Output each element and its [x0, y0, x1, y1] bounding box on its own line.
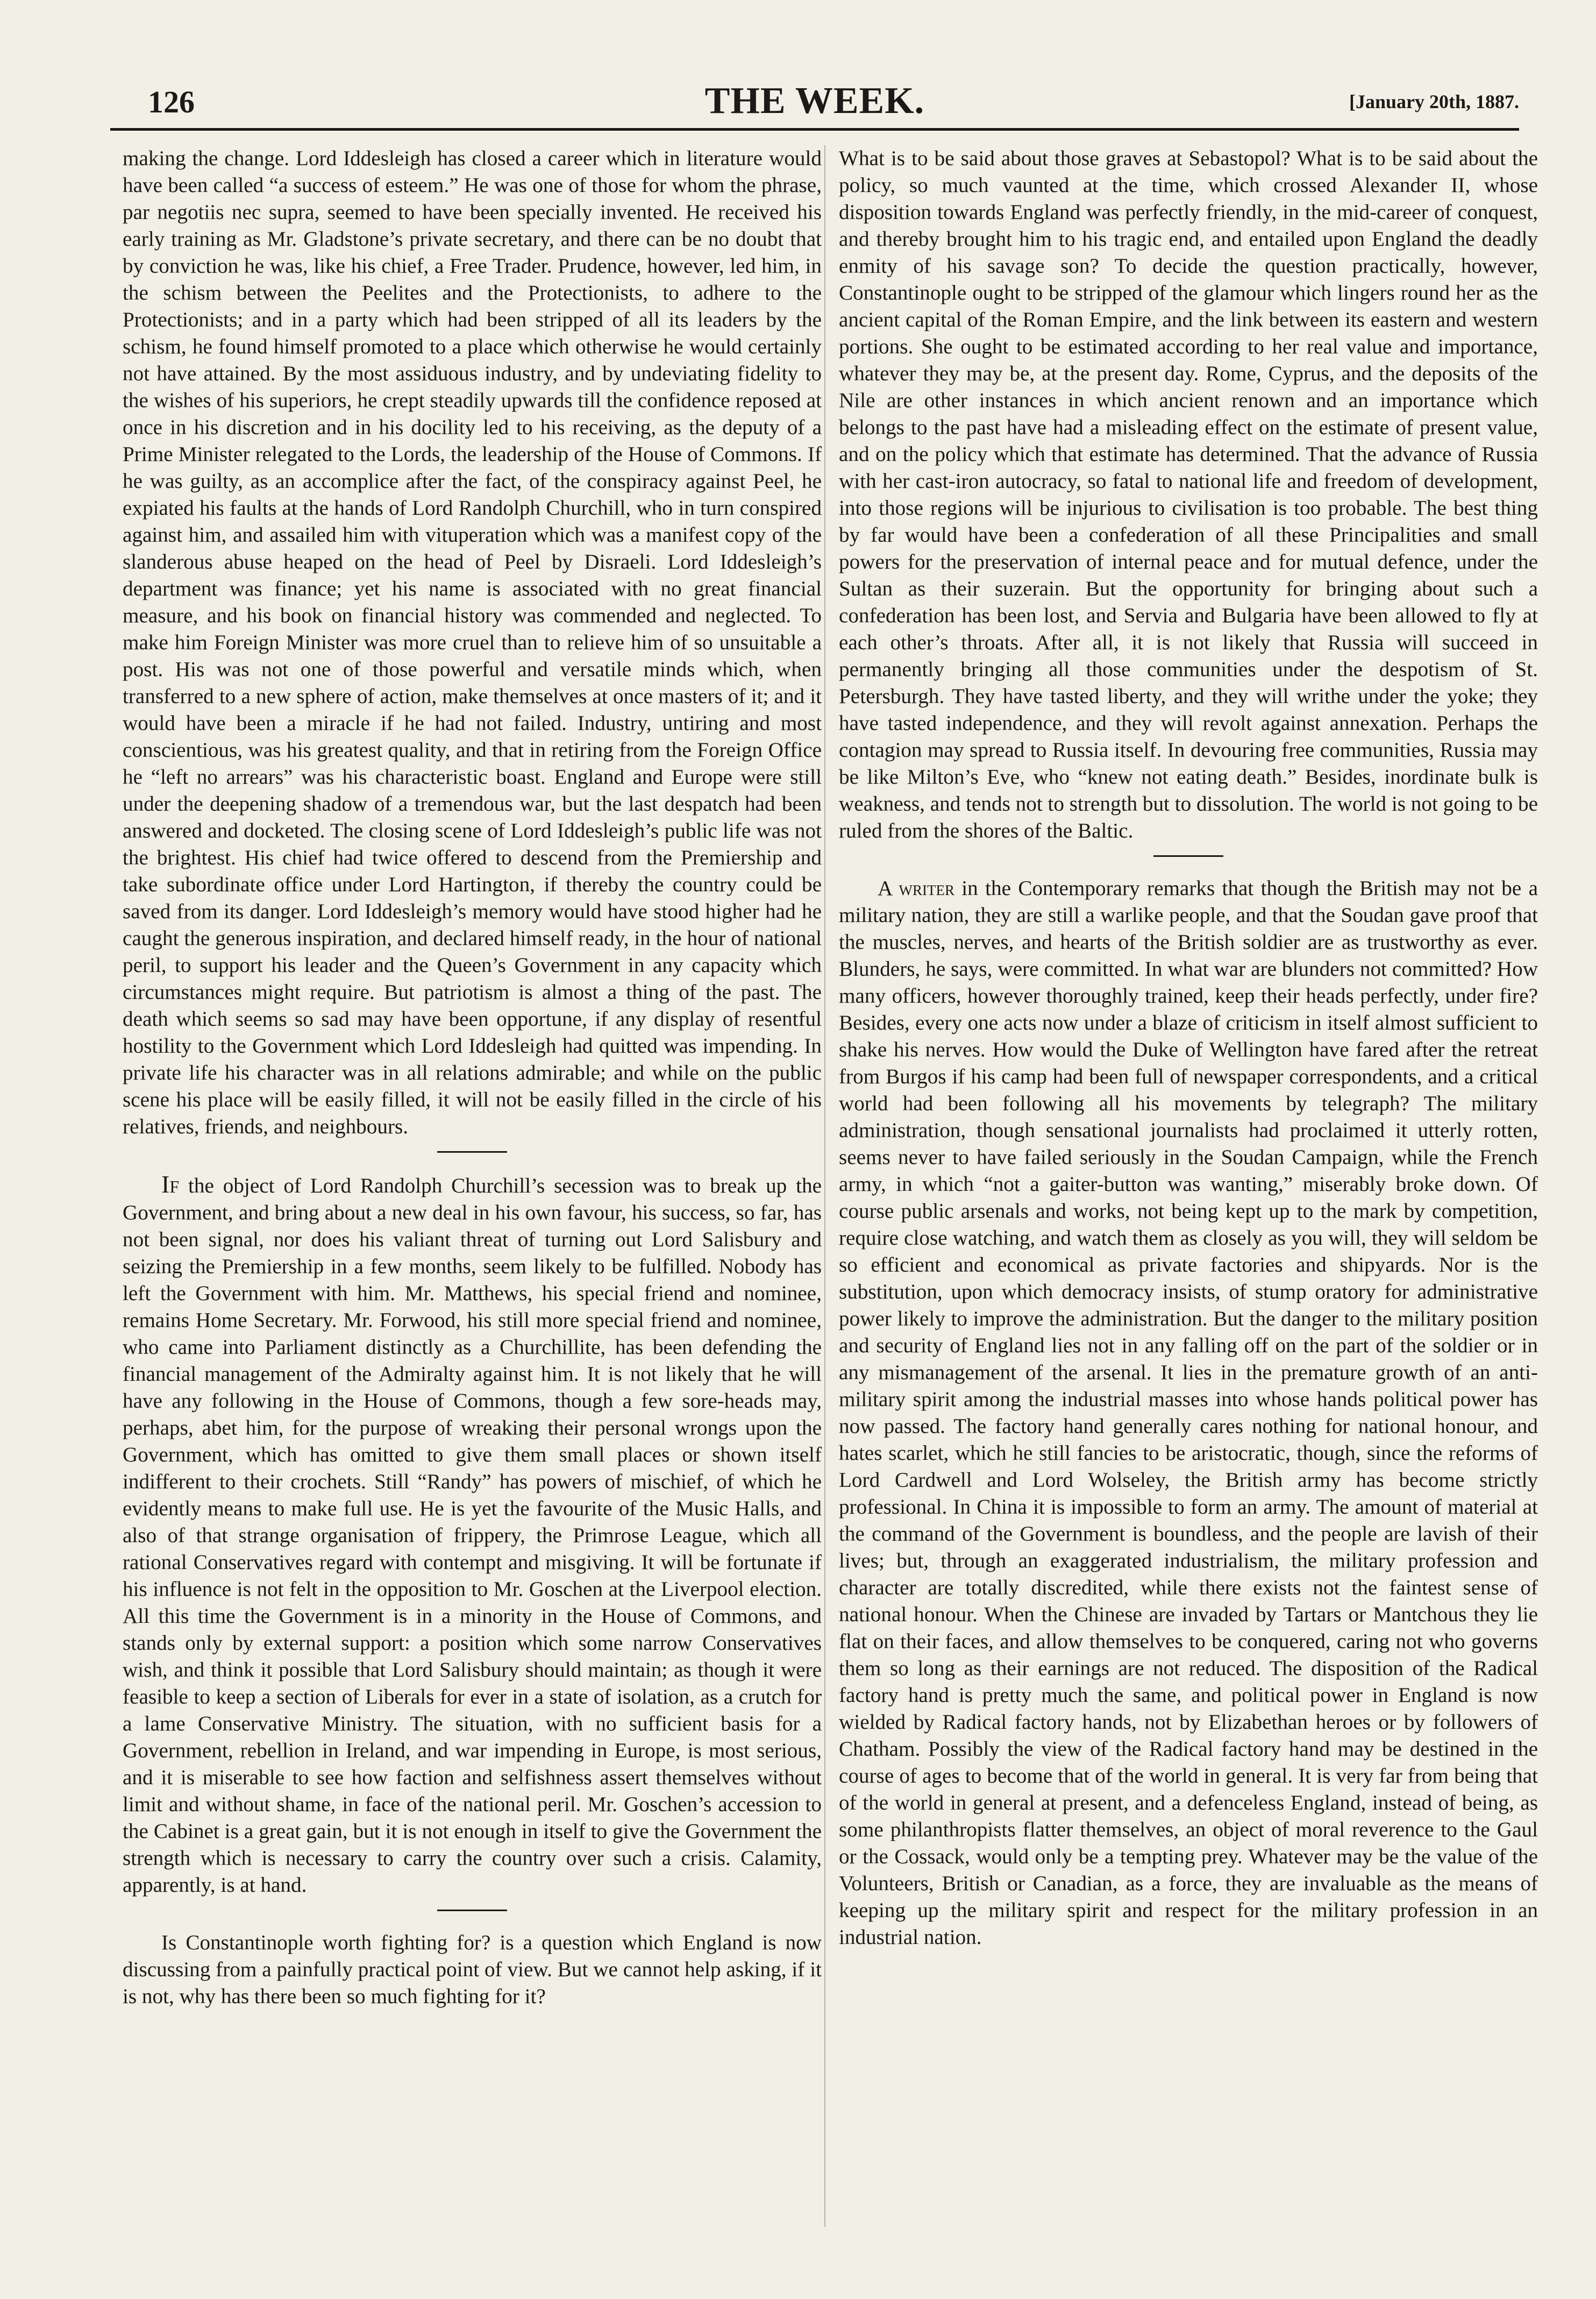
header-rule: [110, 128, 1519, 131]
article-constantinople-cont: What is to be said about those graves at Sebastopol? What is to be said about the policy, so much vaunted at the time, which crossed Alexander II, whose disposition towards England was perfectly friendly, in the mid-career of conquest, and thereby brought him to his tragic end, and entailed upon England the deadly enmity of his savage son? To decide the question practically, however, Constantinople ought to be stripped of the glamour which lingers round her as the ancient capital of the Roman Empire, and the link between its eastern and western portions. She ought to be estimated according to her real value and importance, whatever they may be, at the present day. Rome, Cyprus, and the deposits of the Nile are other instances in which ancient renown and an importance which belongs to the past have had a misleading effect on the estimate of present value, and on the policy which that estimate has determined. That the advance of Russia with her cast-iron autocracy, so fatal to national life and freedom of development, into those regions will be injurious to civilisation is too probable. The best thing by far would have been a confederation of all these Principalities and small powers for the preservation of internal peace and for mutual defence, under the Sultan as their suzerain. But the opportunity for bringing about such a confederation has been lost, and Servia and Bulgaria have been allowed to fly at each other’s throats. After all, it is not likely that Russia will succeed in permanently bringing all those communities under the despotism of St. Petersburgh. They have tasted liberty, and they will writhe under the yoke; they have tasted independence, and they will revolt against annexation. Perhaps the contagion may spread to Russia itself. In devouring free communities, Russia may be like Milton’s Eve, who “knew not eating death.” Besides, inordinate bulk is weakness, and tends not to strength but to dissolution. The world is not going to be ruled from the shores of the Baltic.: [839, 147, 1538, 842]
section-separator: [1153, 855, 1223, 857]
article-military-spirit: A writer in the Contemporary remarks that though the British may not be a military nation, they are still a warlike people, and that the Soudan gave proof that the muscles, nerves, and hearts of the British soldier are as trustworthy as ever. Blunders, he says, were committed. In what war are blunders not committed? How many officers, however thoroughly trained, keep their heads perfectly, under fire? Besides, every one acts now under a blaze of criticism in itself almost sufficient to shake his nerves. How would the Duke of Wellington have fared after the retreat from Burgos if his camp had been full of newspaper correspondents, and a critical world had been following all his movements by telegraph? The military administration, though sensational journalists had proclaimed it utterly rotten, seems never to have failed seriously in the Soudan Campaign, while the French army, in which “not a gaiter-button was wanting,” miserably broke down. Of course public arsenals and works, not being kept up to the mark by competition, require close watching, and watch them as closely as you will, they will seldom be so efficient and economical as private factories and shipyards. Nor is the substitution, upon which democracy insists, of stump oratory for administrative power likely to improve the administration. But the danger to the military position and security of England lies not in any falling off on the part of the soldier or in any mismanagement of the arsenal. It lies in the premature growth of an anti-military spirit among the industrial masses into whose hands political power has now passed. The factory hand generally cares nothing for national honour, and hates scarlet, which he still fancies to be aristocratic, though, since the reforms of Lord Cardwell and Lord Wolseley, the British army has become strictly professional. In China it is impossible to form an army. The amount of material at the command of the Government is boundless, and the people are lavish of their lives; but, through an exaggerated industrialism, the military profession and character are totally discredited, while there exists not the faintest sense of national honour. When the Chinese are invaded by Tartars or Mantchous they lie flat on their faces, and allow themselves to be conquered, caring not who governs them so long as their earnings are not reduced. The disposition of the Radical factory hand is pretty much the same, and political power in England is now wielded by Radical factory hands, not by Elizabethan heroes or by followers of Chatham. Possibly the view of the Radical factory hand may be destined in the course of ages to become that of the world in general. It is very far from being that of the world in general at present, and a defenceless England, instead of being, as some philanthropists flatter themselves, an object of moral reverence to the Gaul or the Cossack, would only be a tempting prey. Whatever may be the value of the Volunteers, British or Canadian, as a force, they are invaluable as the means of keeping up the military spirit and respect for the military profession in an industrial nation.: [839, 877, 1538, 1949]
issue-date: [January 20th, 1887.: [1349, 91, 1519, 112]
left-column: [123, 145, 822, 2010]
article-constantinople-start: Is Constantinople worth fighting for? is a question which England is now discussing from a painfully practical point of view. But we cannot help asking, if it is not, why has there been so much fighting for it?: [123, 1931, 822, 2008]
article-iddesleigh: making the change. Lord Iddesleigh has closed a career which in literature would have been called “a success of esteem.” He was one of those for whom the phrase, par negotiis nec supra, seemed to have been specially invented. He received his early training as Mr. Gladstone’s private secretary, and there can be no doubt that by conviction he was, like his chief, a Free Trader. Prudence, however, led him, in the schism between the Peelites and the Protectionists, to adhere to the Protectionists; and in a party which had been stripped of all its leaders by the schism, he found himself promoted to a place which otherwise he would certainly not have attained. By the most assiduous industry, and by undeviating fidelity to the wishes of his superiors, he crept steadily upwards till the confidence reposed at once in his discretion and in his docility led to his receiving, as the deputy of a Prime Minister relegated to the Lords, the leadership of the House of Commons. If he was guilty, as an accomplice after the fact, of the conspiracy against Peel, he expiated his faults at the hands of Lord Randolph Churchill, who in turn conspired against him, and assailed him with vituperation which was a manifest copy of the slanderous abuse heaped on the head of Peel by Disraeli. Lord Iddesleigh’s department was finance; yet his name is associated with no great financial measure, and his book on financial history was commended and neglected. To make him Foreign Minister was more cruel than to relieve him of so unsuitable a post. His was not one of those powerful and versatile minds which, when transferred to a new sphere of action, make themselves at once masters of it; and it would have been a miracle if he had not failed. Industry, untiring and most conscientious, was his greatest quality, and that in retiring from the Foreign Office he “left no arrears” was his characteristic boast. England and Europe were still under the deepening shadow of a tremendous war, but the last despatch had been answered and docketed. The closing scene of Lord Iddesleigh’s public life was not the brightest. His chief had twice offered to descend from the Premiership and take subordinate office under Lord Hartington, if thereby the country could be saved from its danger. Lord Iddesleigh’s memory would have stood higher had he caught the generous inspiration, and declared himself ready, in the hour of national peril, to support his leader and the Queen’s Government in any capacity which circumstances might require. But patriotism is almost a thing of the past. The death which seems so sad may have been opportune, if any display of resentful hostility to the Government which Lord Iddesleigh had quitted was impending. In private life his character was in all relations admirable; and while on the public scene his place will be easily filled, it will not be easily filled in the circle of his relatives, friends, and neighbours.: [123, 147, 822, 1138]
section-separator: [437, 1151, 507, 1153]
publication-title: THE WEEK.: [704, 80, 925, 122]
drop-word: A writer: [878, 877, 954, 900]
page-number: 126: [148, 84, 195, 119]
right-column: [839, 145, 1538, 1951]
section-separator: [437, 1910, 507, 1911]
page-header: [110, 80, 1519, 123]
drop-word: If: [161, 1170, 180, 1198]
column-divider: [824, 145, 825, 2227]
article-churchill: If the object of Lord Randolph Churchill’s secession was to break up the Government, and bring about a new deal in his own favour, his success, so far, has not been signal, nor does his valiant threat of turning out Lord Salisbury and seizing the Premiership in a few months, seem likely to be fulfilled. Nobody has left the Government with him. Mr. Matthews, his special friend and nominee, remains Home Secretary. Mr. Forwood, his still more special friend and nominee, who came into Parliament distinctly as a Churchillite, has been defending the financial management of the Admiralty against him. It is not likely that he will have any following in the House of Commons, though a few sore-heads may, perhaps, abet him, for the purpose of wreaking their personal wrongs upon the Government, which has omitted to give them small places or shown itself indifferent to their crochets. Still “Randy” has powers of mischief, of which he evidently means to make full use. He is yet the favourite of the Music Halls, and also of that strange organisation of frippery, the Primrose League, which all rational Conservatives regard with contempt and misgiving. It will be fortunate if his influence is not felt in the opposition to Mr. Goschen at the Liverpool election. All this time the Government is in a minority in the House of Commons, and stands only by external support: a position which some narrow Conservatives wish, and think it possible that Lord Salisbury should maintain; as though it were feasible to keep a section of Liberals for ever in a state of isolation, as a crutch for a lame Conservative Ministry. The situation, with no sufficient basis for a Government, rebellion in Ireland, and war impending in Europe, is most serious, and it is miserable to see how faction and selfishness assert themselves without limit and without shame, in face of the national peril. Mr. Goschen’s accession to the Cabinet is a great gain, but it is not enough in itself to give the Government the strength which is necessary to carry the country over such a crisis. Calamity, apparently, is at hand.: [123, 1170, 822, 1897]
